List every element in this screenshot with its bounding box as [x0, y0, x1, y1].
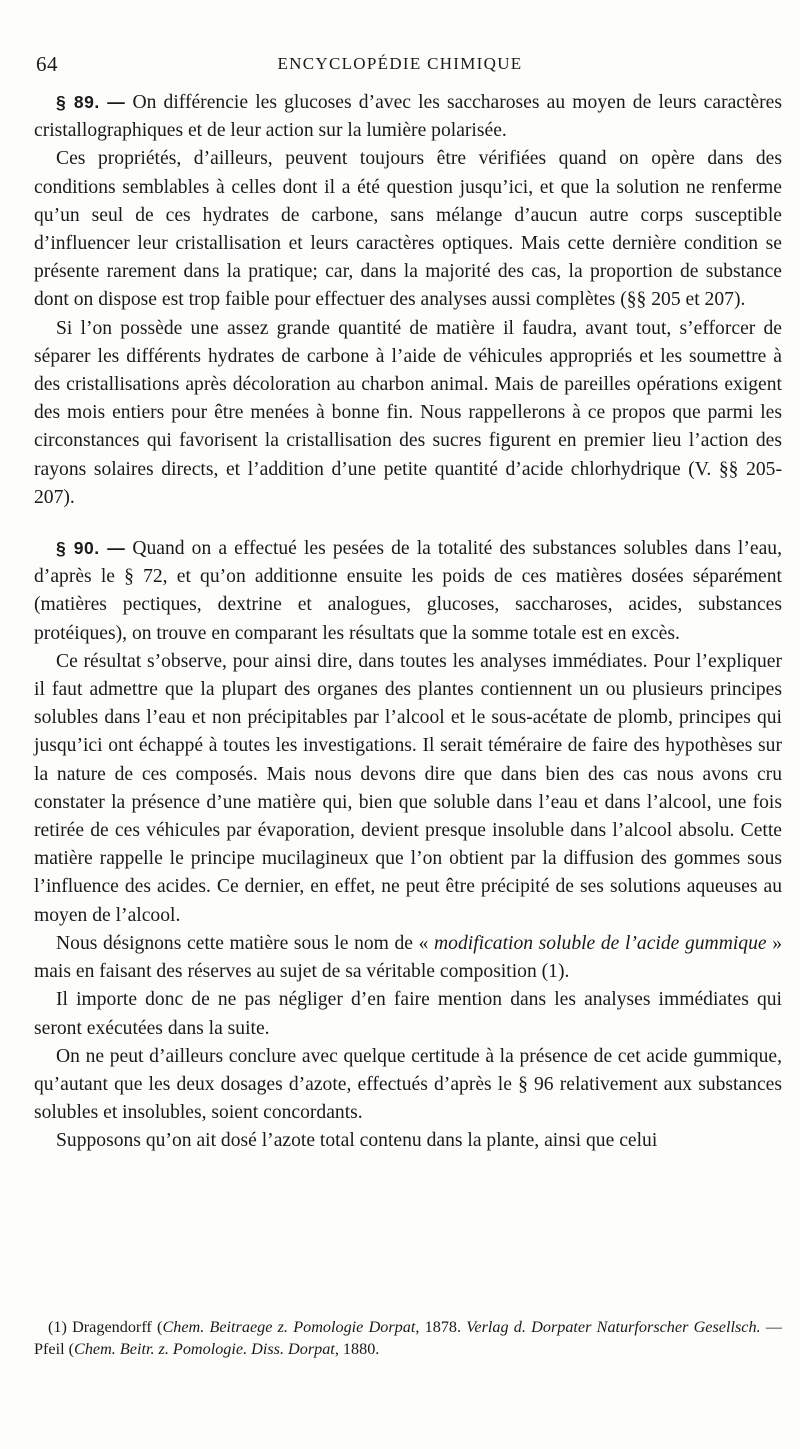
paragraph: Il importe donc de ne pas négliger d’en faire mention dans les analyses immédiates qui seront exécutées dans la suite. [34, 989, 782, 1039]
paragraph: Si l’on possède une assez grande quantité de matière il faudra, avant tout, s’efforcer de séparer les différents hydrates de carbone à l’aide de véhicules appropriés et les soumettre à des cristallisations après décoloration au charbon animal. Mais de pareilles opérations exigent des mois entiers pour être menées à bonne fin. Nous rappellerons à ce propos que parmi les circonstances qui favorisent la cristallisation des sucres figurent en premier lieu l’action des rayons solaires directs, et l’addition d’une petite quantité d’acide chlorhydrique (V. §§ 205-207). [34, 317, 782, 508]
section-90-paragraph [34, 534, 782, 648]
section-89-mark: § 89. — [56, 92, 126, 112]
text-run: » mais en faisant des réserves au sujet de sa véritable composition (1). [34, 932, 782, 983]
footnote [34, 1316, 782, 1360]
citation-publisher: Verlag d. Dorpater Naturforscher Gesellsch. [466, 1318, 761, 1336]
text-run: Dragendorff ( [66, 1318, 163, 1336]
text-run: , 1880. [334, 1340, 380, 1358]
body-text [34, 88, 782, 1156]
page-number: 64 [36, 52, 58, 76]
paragraph: Ce résultat s’observe, pour ainsi dire, dans toutes les analyses immédiates. Pour l’expliquer il faut admettre que la plupart des organes des plantes contiennent un ou plusieurs principes solubles dans l’eau et non précipitables par l’alcool et le sous-acétate de plomb, principes qui jusqu’ici ont échappé à toutes les investigations. Il serait téméraire de faire des hypothèses sur la nature de ces composés. Mais nous devons dire que dans bien des cas nous avons cru constater la présence d’une matière qui, bien que soluble dans l’eau et dans l’alcool, une fois retirée de ces véhicules par évaporation, devient presque insoluble dans l’alcool absolu. Cette matière rappelle le principe mucilagineux que l’on obtient par la diffusion des gommes sous l’influence des acides. Ce dernier, en effet, ne peut être précipité de ses solutions aqueuses au moyen de l’alcool. [34, 650, 782, 926]
page-header [36, 52, 764, 80]
citation-title: Chem. Beitr. z. Pomologie. Diss. Dorpat [74, 1340, 335, 1358]
text-run: — Pfeil ( [34, 1318, 783, 1358]
section-89-text: On différencie les glucoses d’avec les saccharoses au moyen de leurs caractères cristallographiques et de leur action sur la lumière polarisée. [34, 92, 782, 142]
running-title: ENCYCLOPÉDIE CHIMIQUE [277, 54, 523, 73]
paragraph [34, 930, 782, 986]
paragraph: Ces propriétés, d’ailleurs, peuvent toujours être vérifiées quand on opère dans des conditions semblables à celles dont il a été question jusqu’ici, et que la solution ne renferme qu’un seul de ces hydrates de carbone, sans mélange d’aucun autre corps susceptible d’influencer leur cristallisation et leurs caractères optiques. Mais cette dernière condition se présente rarement dans la pratique; car, dans la majorité des cas, la proportion de substance dont on dispose est trop faible pour effectuer des analyses aussi complètes (§§ 205 et 207). [34, 148, 782, 311]
paragraph: On ne peut d’ailleurs conclure avec quelque certitude à la présence de cet acide gummique, qu’autant que les deux dosages d’azote, effectués d’après le § 96 relativement aux substances solubles et insolubles, soient concordants. [34, 1045, 782, 1124]
citation-title: Chem. Beitraege z. Pomologie Dorpat [162, 1318, 416, 1336]
section-90-mark: § 90. — [56, 538, 126, 559]
paragraph: Supposons qu’on ait dosé l’azote total contenu dans la plante, ainsi que celui [56, 1130, 658, 1152]
section-89-paragraph [34, 88, 782, 145]
footnote-text [34, 1316, 782, 1360]
footnote-marker: (1) [48, 1318, 67, 1336]
italic-term: modification soluble de l’acide gummique [434, 932, 767, 954]
text-run: Nous désignons cette matière sous le nom de « [56, 932, 434, 954]
text-run: , 1878. [415, 1318, 467, 1336]
section-90-text: Quand on a effectué les pesées de la totalité des substances solubles dans l’eau, d’après le § 72, et qu’on additionne ensuite les poids de ces matières dosées séparément (matières pectiques, dextrine et analogues, glucoses, saccharoses, acides, substances protéiques), on trouve en comparant les résultats que la somme totale est en excès. [34, 538, 782, 644]
